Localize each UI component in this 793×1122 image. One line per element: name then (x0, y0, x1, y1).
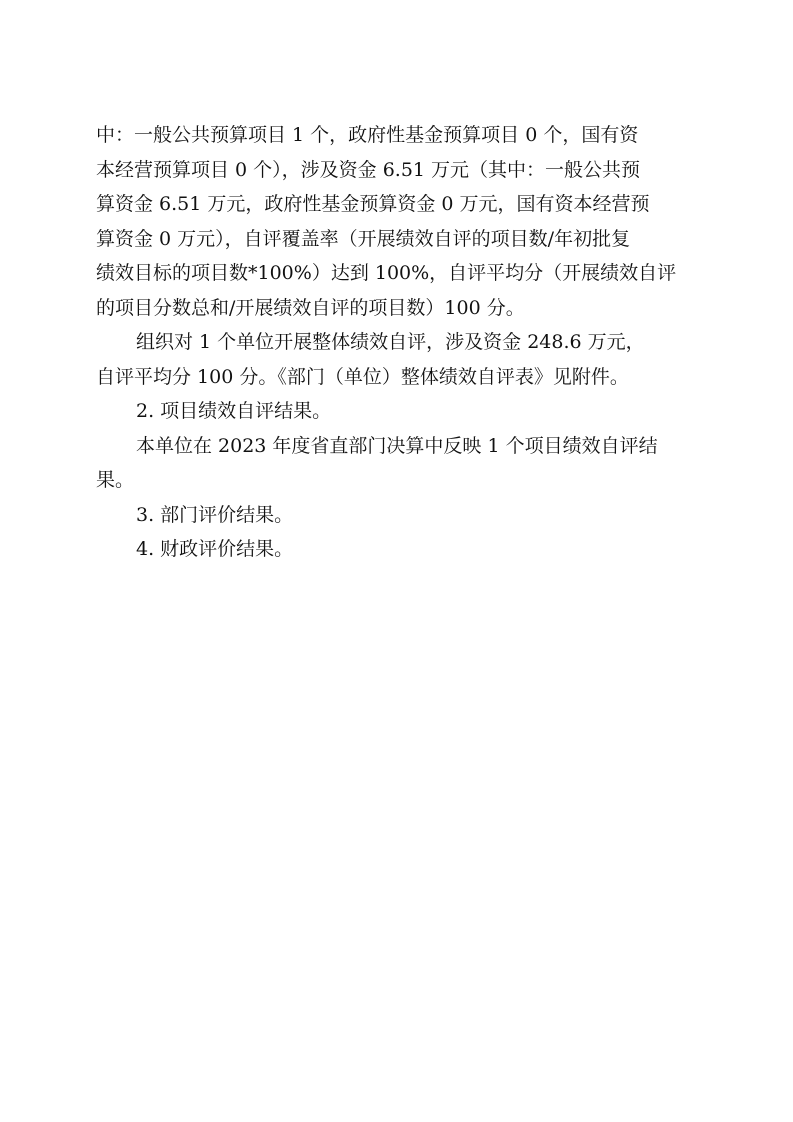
text-line: 果。 (96, 469, 135, 491)
text-line: 的项目分数总和/开展绩效自评的项目数）100 分。 (96, 296, 525, 319)
section-heading-finance-evaluation (96, 532, 700, 567)
heading-line: 3. 部门评价结果。 (136, 503, 294, 526)
text-line: 自评平均分 100 分。《部门（单位）整体绩效自评表》见附件。 (96, 365, 629, 388)
heading-line: 4. 财政评价结果。 (136, 538, 294, 560)
document-body (96, 118, 700, 567)
text-line: 绩效目标的项目数*100%）达到 100%，自评平均分（开展绩效自评 (96, 262, 677, 284)
text-line: 本单位在 2023 年度省直部门决算中反映 1 个项目绩效自评结 (136, 434, 658, 457)
section-heading-department-evaluation (96, 498, 700, 533)
paragraph-project-self-evaluation (96, 118, 700, 325)
text-line: 组织对 1 个单位开展整体绩效自评，涉及资金 248.6 万元， (136, 331, 645, 353)
text-line: 中：一般公共预算项目 1 个，政府性基金预算项目 0 个，国有资 (96, 124, 639, 146)
section-heading-project-results (96, 394, 700, 429)
heading-line: 2. 项目绩效自评结果。 (136, 400, 332, 422)
paragraph-project-results (96, 429, 700, 498)
text-line: 算资金 6.51 万元，政府性基金预算资金 0 万元，国有资本经营预 (96, 193, 650, 215)
text-line: 本经营预算项目 0 个），涉及资金 6.51 万元（其中：一般公共预 (96, 158, 641, 181)
paragraph-overall-self-evaluation (96, 325, 700, 394)
text-line: 算资金 0 万元），自评覆盖率（开展绩效自评的项目数/年初批复 (96, 227, 631, 250)
